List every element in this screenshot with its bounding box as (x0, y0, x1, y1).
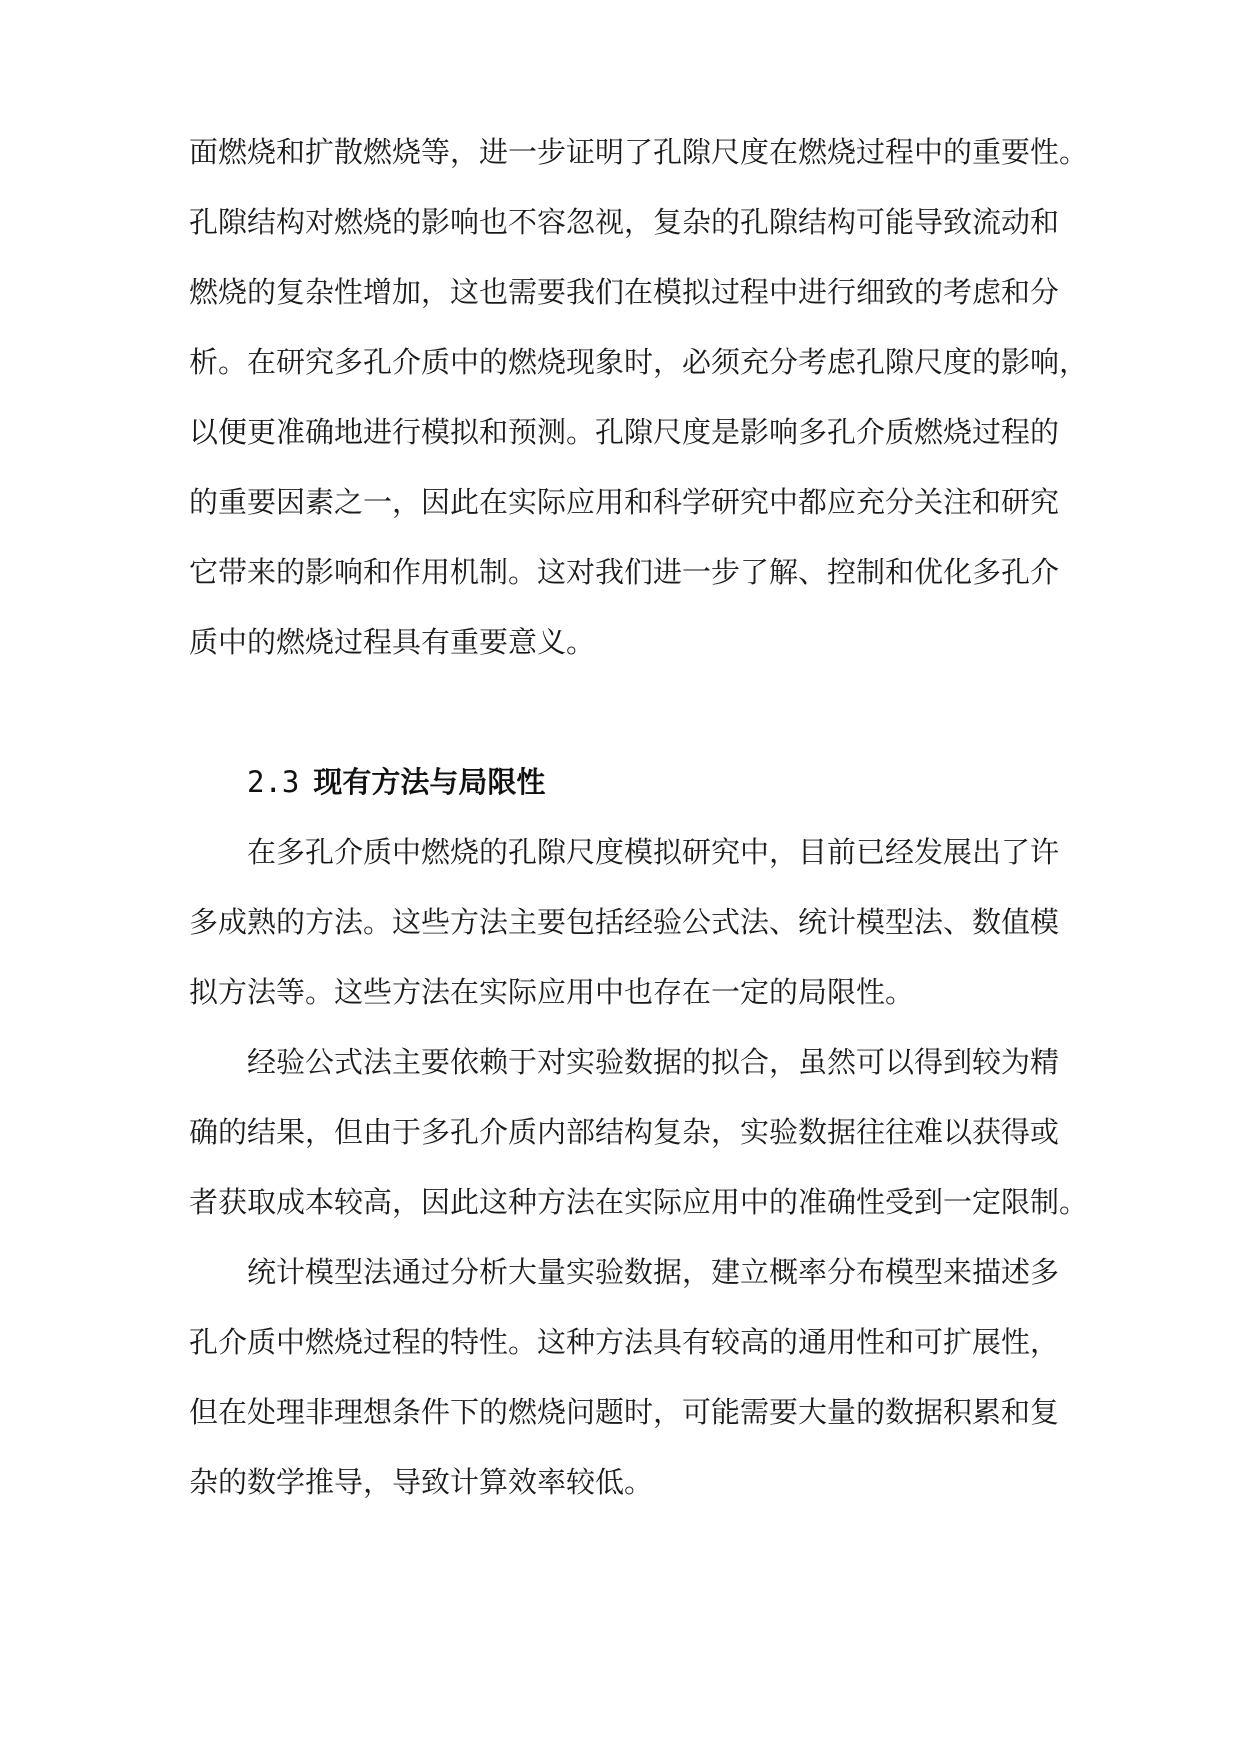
text-line: 它带来的影响和作用机制。这对我们进一步了解、控制和优化多孔介 (189, 555, 1060, 589)
text-line: 孔介质中燃烧过程的特性。这种方法具有较高的通用性和可扩展性， (189, 1325, 1060, 1359)
text-line: 燃烧的复杂性增加，这也需要我们在模拟过程中进行细致的考虑和分 (189, 275, 1060, 309)
text-line: 以便更准确地进行模拟和预测。孔隙尺度是影响多孔介质燃烧过程的 (189, 415, 1060, 449)
text-line: 杂的数学推导，导致计算效率较低。 (189, 1465, 654, 1499)
text-line: 拟方法等。这些方法在实际应用中也存在一定的局限性。 (189, 975, 915, 1009)
text-line: 面燃烧和扩散燃烧等，进一步证明了孔隙尺度在燃烧过程中的重要性。 (189, 135, 1089, 169)
text-line: 孔隙结构对燃烧的影响也不容忽视，复杂的孔隙结构可能导致流动和 (189, 205, 1060, 239)
text-line: 但在处理非理想条件下的燃烧问题时，可能需要大量的数据积累和复 (189, 1395, 1060, 1429)
text-line: 的重要因素之一，因此在实际应用和科学研究中都应充分关注和研究 (189, 485, 1060, 519)
text-line: 统计模型法通过分析大量实验数据，建立概率分布模型来描述多 (247, 1255, 1060, 1289)
section-heading (247, 758, 545, 806)
section-number: 2.3 (247, 765, 300, 799)
text-line: 确的结果，但由于多孔介质内部结构复杂，实验数据往往难以获得或 (189, 1115, 1060, 1149)
text-line: 者获取成本较高，因此这种方法在实际应用中的准确性受到一定限制。 (189, 1185, 1089, 1219)
text-line: 在多孔介质中燃烧的孔隙尺度模拟研究中，目前已经发展出了许 (247, 835, 1060, 869)
section-title: 现有方法与局限性 (313, 765, 546, 799)
text-line: 多成熟的方法。这些方法主要包括经验公式法、统计模型法、数值模 (189, 905, 1060, 939)
text-line: 经验公式法主要依赖于对实验数据的拟合，虽然可以得到较为精 (247, 1045, 1060, 1079)
text-line: 析。在研究多孔介质中的燃烧现象时，必须充分考虑孔隙尺度的影响， (189, 345, 1089, 379)
text-line: 质中的燃烧过程具有重要意义。 (189, 625, 596, 659)
